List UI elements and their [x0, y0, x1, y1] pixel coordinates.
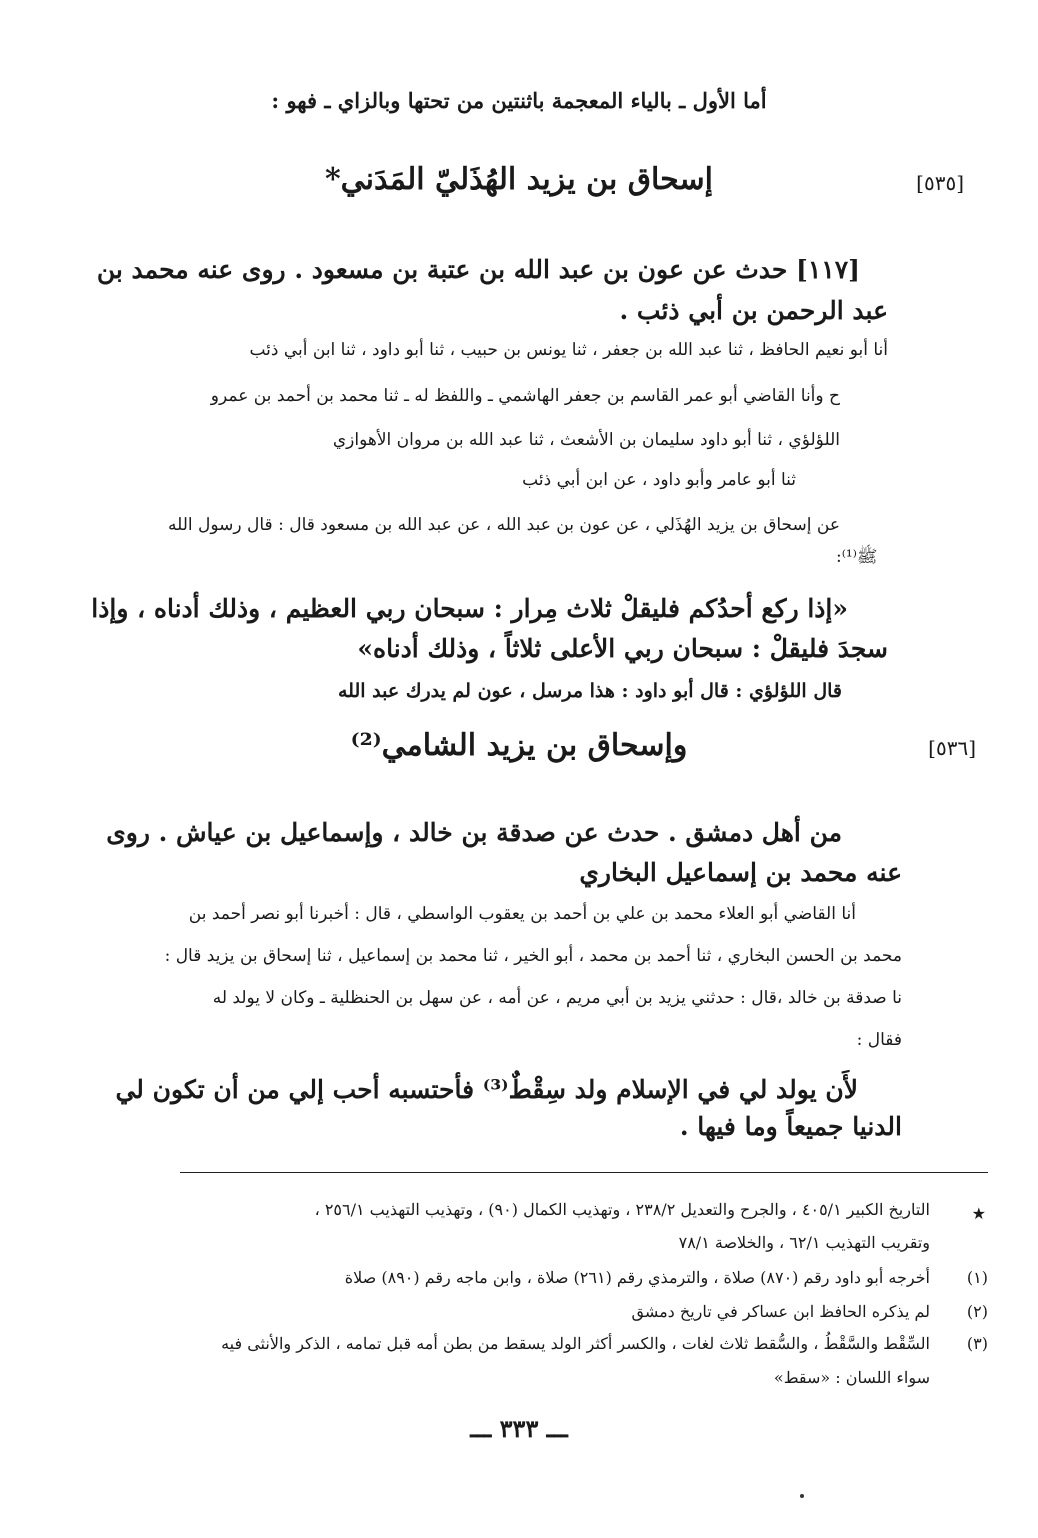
footnote-marker: (٣) [966, 1334, 988, 1353]
closing-note: قال اللؤلؤي : قال أبو داود : هذا مرسل ، عون لم يدرك عبد الله [338, 680, 842, 702]
isnad-line: ح وأنا القاضي أبو عمر القاسم بن جعفر الهاشمي ـ واللفظ له ـ ثنا محمد بن أحمد بن عمرو [210, 386, 840, 406]
page-number: ـــ ٣٣٣ ـــ [470, 1414, 568, 1443]
footnote-line: لم يذكره الحافظ ابن عساكر في تاريخ دمشق [631, 1302, 930, 1321]
footnote-line: أخرجه أبو داود رقم (٨٧٠) صلاة ، والترمذي رقم (٢٦١) صلاة ، وابن ماجه رقم (٨٩٠) صلاة [344, 1268, 930, 1287]
hadith-line: الدنيا جميعاً وما فيها . [679, 1112, 902, 1141]
entry-title: وإسحاق بن يزيد الشامي⁽²⁾ [350, 728, 688, 763]
isnad-line: نا صدقة بن خالد ،قال : حدثني يزيد بن أبي مريم ، عن أمه ، عن سهل بن الحنظلية ـ وكان لا يولد له [212, 988, 902, 1008]
isnad-line: اللؤلؤي ، ثنا أبو داود سليمان بن الأشعث ، ثنا عبد الله بن مروان الأهوازي [332, 430, 840, 450]
footnote-marker: (٢) [966, 1302, 988, 1321]
isnad-line: أنا القاضي أبو العلاء محمد بن علي بن أحمد بن يعقوب الواسطي ، قال : أخبرنا أبو نصر أحمد بن [188, 904, 856, 924]
entry-number: [٥٣٥] [916, 171, 964, 195]
hadith-line: سجدَ فليقلْ : سبحان ربي الأعلى ثلاثاً ، وذلك أدناه» [357, 634, 888, 663]
footnote-line: سواء اللسان : «سقط» [773, 1368, 930, 1387]
footnote-line: السِّقْط والسَّقْطُ ، والسُّقط ثلاث لغات ، والكسر أكثر الولد يسقط من بطن أمه قبل تمامه ، الذكر والأنثى فيه [221, 1334, 930, 1353]
footnote-marker: ★ [971, 1204, 986, 1223]
entry-body-line: عنه محمد بن إسماعيل البخاري [579, 858, 902, 887]
hadith-line: لأَن يولد لي في الإسلام ولد سِقْطٌ⁽³⁾ فأحتسبه أحب إلي من أن تكون لي [115, 1075, 858, 1104]
isnad-line: ثنا أبو عامر وأبو داود ، عن ابن أبي ذئب [522, 470, 796, 490]
scan-speck [800, 1494, 804, 1498]
footnote-divider [180, 1172, 988, 1173]
entry-title: إسحاق بن يزيد الهُذَليّ المَدَني* [324, 162, 714, 197]
entry-body-line: عبد الرحمن بن أبي ذئب . [619, 296, 888, 325]
isnad-line: عن إسحاق بن يزيد الهُذَلي ، عن عون بن عبد الله ، عن عبد الله بن مسعود قال : قال رسول الله [167, 515, 840, 535]
footnote-line: التاريخ الكبير ٤٠٥/١ ، والجرح والتعديل ٢٣٨/٢ ، وتهذيب الكمال (٩٠) ، وتهذيب التهذيب ٢٥٦/١ ، [314, 1200, 930, 1219]
isnad-line: فقال : [856, 1030, 902, 1050]
isnad-line: أنا أبو نعيم الحافظ ، ثنا عبد الله بن جعفر ، ثنا يونس بن حبيب ، ثنا أبو داود ، ثنا ابن أبي ذئب [249, 340, 888, 360]
entry-body-line: [١١٧] حدث عن عون بن عبد الله بن عتبة بن مسعود . روى عنه محمد بن [96, 255, 860, 284]
entry-number: [٥٣٦] [928, 736, 976, 760]
section-header: أما الأول ـ بالياء المعجمة باثنتين من تحتها وبالزاي ـ فهو : [271, 88, 767, 113]
isnad-line: ﷺ⁽¹⁾: [836, 547, 878, 567]
entry-body-line: من أهل دمشق . حدث عن صدقة بن خالد ، وإسماعيل بن عياش . روى [106, 818, 842, 847]
hadith-line: «إذا ركع أحدُكم فليقلْ ثلاث مِرار : سبحان ربي العظيم ، وذلك أدناه ، وإذا [91, 594, 848, 623]
footnote-line: وتقريب التهذيب ٦٢/١ ، والخلاصة ٧٨/١ [678, 1233, 930, 1252]
footnote-marker: (١) [966, 1268, 988, 1287]
isnad-line: محمد بن الحسن البخاري ، ثنا أحمد بن محمد ، أبو الخير ، ثنا محمد بن إسماعيل ، ثنا إسحاق بن يزيد قال : [164, 946, 902, 966]
